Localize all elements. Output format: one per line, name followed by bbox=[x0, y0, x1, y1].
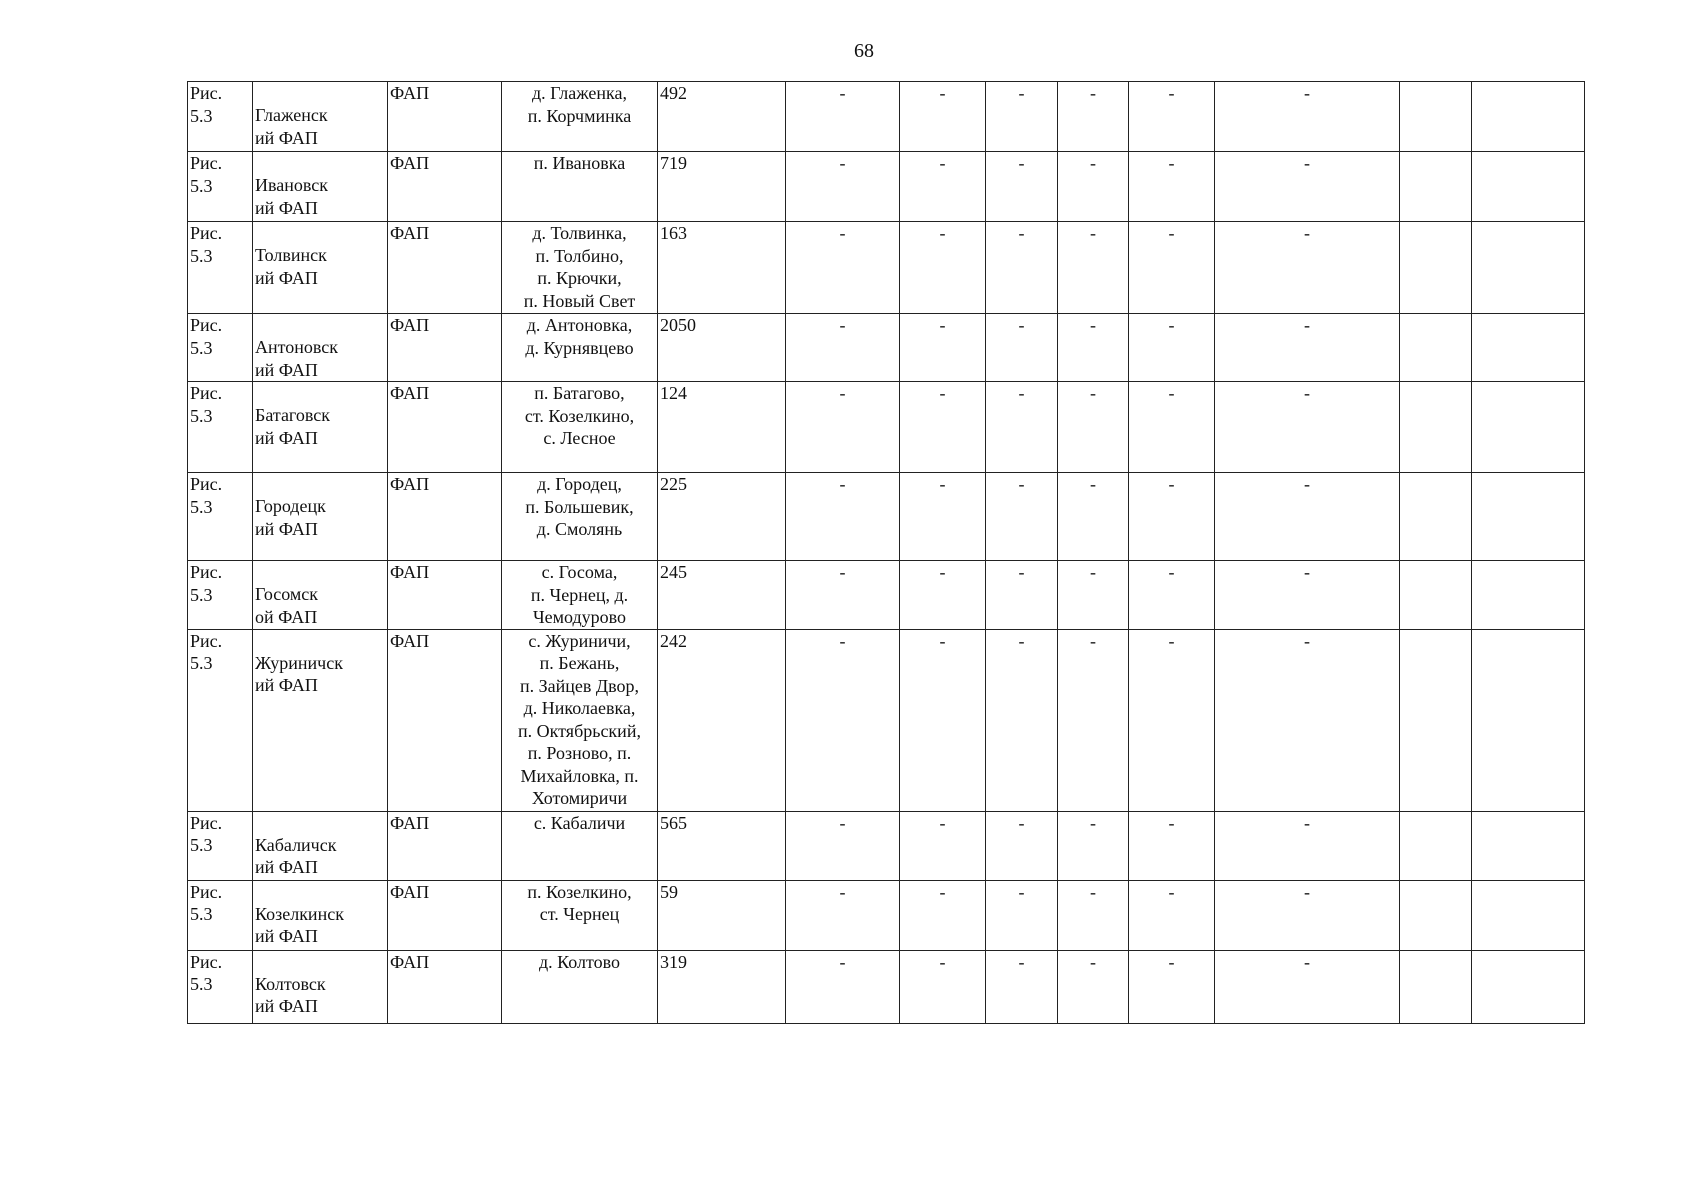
empty-cell bbox=[1400, 629, 1472, 811]
dash-cell: - bbox=[1215, 314, 1400, 382]
table-row bbox=[188, 811, 1585, 880]
facility-name-cell bbox=[253, 222, 388, 314]
dash-cell: - bbox=[986, 950, 1058, 1023]
dash-cell: - bbox=[986, 222, 1058, 314]
facility-name-cell bbox=[253, 629, 388, 811]
table-row bbox=[188, 222, 1585, 314]
dash-cell: - bbox=[1215, 473, 1400, 561]
facility-name-cell bbox=[253, 152, 388, 222]
empty-cell bbox=[1400, 222, 1472, 314]
dash-cell: - bbox=[1129, 950, 1215, 1023]
empty-cell bbox=[1400, 382, 1472, 473]
population-cell: 124 bbox=[658, 382, 786, 473]
dash-cell: - bbox=[1129, 880, 1215, 950]
dash-cell: - bbox=[900, 629, 986, 811]
empty-cell bbox=[1400, 473, 1472, 561]
dash-cell: - bbox=[1129, 222, 1215, 314]
facility-name-cell-text: Козелкинск ий ФАП bbox=[255, 903, 344, 946]
facility-name-cell-text: Госомск ой ФАП bbox=[255, 584, 319, 627]
figure-ref-cell: Рис. 5.3 bbox=[188, 811, 253, 880]
empty-cell bbox=[1472, 314, 1585, 382]
empty-cell bbox=[1472, 82, 1585, 152]
dash-cell: - bbox=[986, 314, 1058, 382]
facility-table bbox=[187, 81, 1585, 1024]
facility-name-cell-text: Колтовск ий ФАП bbox=[255, 973, 326, 1016]
figure-ref-cell: Рис. 5.3 bbox=[188, 561, 253, 630]
dash-cell: - bbox=[786, 811, 900, 880]
dash-cell: - bbox=[1058, 880, 1129, 950]
table-row bbox=[188, 314, 1585, 382]
dash-cell: - bbox=[786, 950, 900, 1023]
dash-cell: - bbox=[1215, 152, 1400, 222]
facility-type-cell: ФАП bbox=[388, 473, 502, 561]
table-row bbox=[188, 629, 1585, 811]
dash-cell: - bbox=[786, 629, 900, 811]
dash-cell: - bbox=[1215, 880, 1400, 950]
dash-cell: - bbox=[1058, 82, 1129, 152]
population-cell: 719 bbox=[658, 152, 786, 222]
dash-cell: - bbox=[1129, 152, 1215, 222]
population-cell: 242 bbox=[658, 629, 786, 811]
dash-cell: - bbox=[1129, 314, 1215, 382]
empty-cell bbox=[1472, 629, 1585, 811]
dash-cell: - bbox=[900, 152, 986, 222]
facility-name-cell-text: Городецк ий ФАП bbox=[255, 496, 326, 539]
facility-name-cell-text: Журиничск ий ФАП bbox=[255, 652, 343, 695]
dash-cell: - bbox=[786, 82, 900, 152]
dash-cell: - bbox=[1129, 561, 1215, 630]
facility-name-cell-text: Толвинск ий ФАП bbox=[255, 245, 327, 288]
dash-cell: - bbox=[786, 880, 900, 950]
dash-cell: - bbox=[900, 82, 986, 152]
facility-name-cell bbox=[253, 473, 388, 561]
dash-cell: - bbox=[986, 811, 1058, 880]
figure-ref-cell: Рис. 5.3 bbox=[188, 222, 253, 314]
dash-cell: - bbox=[786, 561, 900, 630]
dash-cell: - bbox=[900, 222, 986, 314]
dash-cell: - bbox=[900, 473, 986, 561]
facility-name-cell-text: Глаженск ий ФАП bbox=[255, 105, 328, 148]
population-cell: 492 bbox=[658, 82, 786, 152]
empty-cell bbox=[1400, 152, 1472, 222]
dash-cell: - bbox=[986, 561, 1058, 630]
dash-cell: - bbox=[900, 950, 986, 1023]
facility-type-cell: ФАП bbox=[388, 880, 502, 950]
figure-ref-cell: Рис. 5.3 bbox=[188, 473, 253, 561]
settlements-cell: д. Глаженка, п. Корчминка bbox=[502, 82, 658, 152]
dash-cell: - bbox=[786, 473, 900, 561]
empty-cell bbox=[1472, 473, 1585, 561]
figure-ref-cell: Рис. 5.3 bbox=[188, 880, 253, 950]
facility-name-cell-text: Ивановск ий ФАП bbox=[255, 175, 329, 218]
dash-cell: - bbox=[1215, 82, 1400, 152]
empty-cell bbox=[1472, 152, 1585, 222]
dash-cell: - bbox=[986, 382, 1058, 473]
settlements-cell: с. Журиничи, п. Бежань, п. Зайцев Двор, д. Николаевка, п. Октябрьский, п. Розново, п. Михайловка, п. Хотомиричи bbox=[502, 629, 658, 811]
facility-name-cell bbox=[253, 880, 388, 950]
population-cell: 163 bbox=[658, 222, 786, 314]
population-cell: 59 bbox=[658, 880, 786, 950]
empty-cell bbox=[1472, 382, 1585, 473]
dash-cell: - bbox=[1058, 561, 1129, 630]
dash-cell: - bbox=[1129, 82, 1215, 152]
figure-ref-cell: Рис. 5.3 bbox=[188, 950, 253, 1023]
dash-cell: - bbox=[986, 473, 1058, 561]
dash-cell: - bbox=[900, 561, 986, 630]
settlements-cell: д. Толвинка, п. Толбино, п. Крючки, п. Новый Свет bbox=[502, 222, 658, 314]
facility-type-cell: ФАП bbox=[388, 82, 502, 152]
settlements-cell: д. Городец, п. Большевик, д. Смолянь bbox=[502, 473, 658, 561]
empty-cell bbox=[1400, 880, 1472, 950]
empty-cell bbox=[1400, 811, 1472, 880]
facility-name-cell bbox=[253, 950, 388, 1023]
facility-type-cell: ФАП bbox=[388, 152, 502, 222]
dash-cell: - bbox=[786, 222, 900, 314]
facility-type-cell: ФАП bbox=[388, 629, 502, 811]
population-cell: 319 bbox=[658, 950, 786, 1023]
table-row bbox=[188, 473, 1585, 561]
dash-cell: - bbox=[1215, 382, 1400, 473]
dash-cell: - bbox=[1058, 382, 1129, 473]
dash-cell: - bbox=[1058, 473, 1129, 561]
empty-cell bbox=[1400, 82, 1472, 152]
facility-type-cell: ФАП bbox=[388, 950, 502, 1023]
dash-cell: - bbox=[986, 880, 1058, 950]
facility-type-cell: ФАП bbox=[388, 811, 502, 880]
table-row bbox=[188, 152, 1585, 222]
empty-cell bbox=[1472, 880, 1585, 950]
dash-cell: - bbox=[900, 382, 986, 473]
facility-name-cell bbox=[253, 811, 388, 880]
dash-cell: - bbox=[1058, 314, 1129, 382]
figure-ref-cell: Рис. 5.3 bbox=[188, 152, 253, 222]
empty-cell bbox=[1400, 561, 1472, 630]
facility-name-cell-text: Антоновск ий ФАП bbox=[255, 337, 339, 380]
population-cell: 245 bbox=[658, 561, 786, 630]
facility-type-cell: ФАП bbox=[388, 314, 502, 382]
dash-cell: - bbox=[1058, 222, 1129, 314]
figure-ref-cell: Рис. 5.3 bbox=[188, 82, 253, 152]
facility-name-cell-text: Батаговск ий ФАП bbox=[255, 405, 330, 448]
settlements-cell: д. Колтово bbox=[502, 950, 658, 1023]
settlements-cell: п. Ивановка bbox=[502, 152, 658, 222]
empty-cell bbox=[1472, 222, 1585, 314]
empty-cell bbox=[1472, 950, 1585, 1023]
dash-cell: - bbox=[1129, 473, 1215, 561]
dash-cell: - bbox=[1215, 811, 1400, 880]
dash-cell: - bbox=[1215, 950, 1400, 1023]
empty-cell bbox=[1472, 561, 1585, 630]
empty-cell bbox=[1472, 811, 1585, 880]
facility-type-cell: ФАП bbox=[388, 382, 502, 473]
facility-name-cell-text: Кабаличск ий ФАП bbox=[255, 834, 337, 877]
dash-cell: - bbox=[986, 629, 1058, 811]
settlements-cell: п. Козелкино, ст. Чернец bbox=[502, 880, 658, 950]
dash-cell: - bbox=[786, 314, 900, 382]
dash-cell: - bbox=[900, 811, 986, 880]
dash-cell: - bbox=[1129, 382, 1215, 473]
page-number: 68 bbox=[854, 40, 874, 62]
population-cell: 225 bbox=[658, 473, 786, 561]
facility-name-cell bbox=[253, 561, 388, 630]
dash-cell: - bbox=[900, 314, 986, 382]
facility-type-cell: ФАП bbox=[388, 561, 502, 630]
table-row bbox=[188, 880, 1585, 950]
dash-cell: - bbox=[1058, 629, 1129, 811]
empty-cell bbox=[1400, 950, 1472, 1023]
dash-cell: - bbox=[986, 82, 1058, 152]
figure-ref-cell: Рис. 5.3 bbox=[188, 382, 253, 473]
dash-cell: - bbox=[786, 382, 900, 473]
table-row bbox=[188, 82, 1585, 152]
table-row bbox=[188, 561, 1585, 630]
facility-name-cell bbox=[253, 314, 388, 382]
dash-cell: - bbox=[986, 152, 1058, 222]
population-cell: 2050 bbox=[658, 314, 786, 382]
dash-cell: - bbox=[1215, 222, 1400, 314]
dash-cell: - bbox=[1129, 811, 1215, 880]
dash-cell: - bbox=[1058, 811, 1129, 880]
table-row bbox=[188, 950, 1585, 1023]
settlements-cell: с. Госома, п. Чернец, д. Чемодурово bbox=[502, 561, 658, 630]
settlements-cell: п. Батагово, ст. Козелкино, с. Лесное bbox=[502, 382, 658, 473]
dash-cell: - bbox=[1215, 561, 1400, 630]
dash-cell: - bbox=[1129, 629, 1215, 811]
table-row bbox=[188, 382, 1585, 473]
facility-type-cell: ФАП bbox=[388, 222, 502, 314]
dash-cell: - bbox=[900, 880, 986, 950]
population-cell: 565 bbox=[658, 811, 786, 880]
facility-name-cell bbox=[253, 82, 388, 152]
facility-name-cell bbox=[253, 382, 388, 473]
empty-cell bbox=[1400, 314, 1472, 382]
dash-cell: - bbox=[1215, 629, 1400, 811]
settlements-cell: с. Кабаличи bbox=[502, 811, 658, 880]
dash-cell: - bbox=[1058, 152, 1129, 222]
dash-cell: - bbox=[786, 152, 900, 222]
dash-cell: - bbox=[1058, 950, 1129, 1023]
figure-ref-cell: Рис. 5.3 bbox=[188, 314, 253, 382]
figure-ref-cell: Рис. 5.3 bbox=[188, 629, 253, 811]
settlements-cell: д. Антоновка, д. Курнявцево bbox=[502, 314, 658, 382]
